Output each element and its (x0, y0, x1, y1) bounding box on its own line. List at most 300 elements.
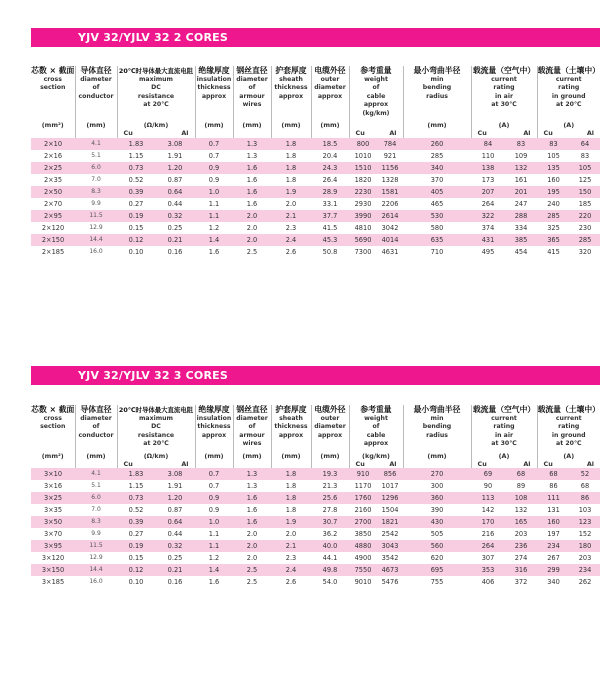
table-cell: 406 (481, 578, 495, 587)
col-armour-cn: 钢丝直径 (233, 66, 271, 76)
table-cell: 2160 (354, 506, 372, 515)
table-row (31, 162, 600, 174)
table-cell: 2.0 (233, 234, 271, 246)
table-cell: 86 (549, 482, 558, 491)
table-cell: 270 (403, 468, 471, 480)
table-cell: 1.6 (246, 506, 258, 515)
table-cell: 216 (481, 530, 495, 539)
table-cell: 1.83 (117, 138, 155, 150)
table-cell: 37.7 (311, 210, 349, 222)
table-cell: 105 (570, 162, 600, 174)
col-cross-section-cn: 芯数 × 截面 (31, 405, 75, 414)
table-cell: 2×120 (41, 223, 65, 232)
table-cell: 12.9 (89, 554, 103, 562)
col-diameter-en: diameter of conductor (75, 415, 117, 449)
col-air-cn: 载流量（空气中） (472, 405, 536, 414)
table-cell: 0.64 (155, 516, 195, 528)
table-cell: 2.0 (285, 530, 297, 539)
table-row (31, 492, 600, 504)
unit-air: (A) Cu Al (471, 118, 537, 138)
table-cell: 103 (578, 506, 592, 515)
table-cell: 110 (481, 151, 495, 160)
table-cell: 20.4 (322, 151, 338, 160)
table-cell: 0.7 (208, 482, 220, 491)
table-cell: 109 (514, 151, 528, 160)
table-row (31, 552, 600, 564)
col-ground-cn: 载流量（土壤中） (537, 405, 600, 414)
table-row (31, 576, 600, 588)
table-row (31, 246, 600, 258)
table-cell: 1.1 (195, 210, 233, 222)
table-cell: 2.0 (285, 199, 297, 208)
table-cell: 64 (570, 138, 600, 150)
table-cell: 9.9 (91, 199, 101, 207)
table-cell: 322 (471, 210, 505, 222)
table-cell: 21.3 (322, 482, 338, 491)
table-cell: 2614 (377, 210, 403, 222)
table-cell: 530 (403, 210, 471, 222)
table-cell: 19.3 (311, 468, 349, 480)
table-cell: 2.0 (246, 530, 258, 539)
spec-table (31, 405, 600, 588)
table-cell: 3542 (381, 554, 399, 563)
col-air-cn: 载流量（空气中） (472, 66, 536, 75)
col-resistance-cn: 20℃时导体最大直流电阻 (118, 67, 194, 75)
table-cell: 105 (547, 151, 560, 160)
col-outer-en: outer diameter approx (311, 76, 349, 118)
table-cell: 142 (481, 506, 495, 515)
table-cell: 285 (570, 234, 600, 246)
table-cell: 0.12 (117, 234, 155, 246)
table-cell: 8.3 (75, 516, 117, 528)
table-cell: 1.83 (117, 468, 155, 480)
table-cell: 430 (403, 516, 471, 528)
table-cell: 123 (570, 516, 600, 528)
table-cell: 0.27 (128, 530, 144, 539)
table-cell: 11.5 (75, 210, 117, 222)
table-cell: 152 (578, 530, 592, 539)
table-cell: 5.1 (91, 151, 101, 159)
table-row (31, 186, 600, 198)
unit-bending: (mm) (403, 118, 471, 138)
table-cell: 2.4 (271, 234, 311, 246)
table-cell: 173 (481, 175, 495, 184)
table-cell: 2.0 (233, 210, 271, 222)
table-cell: 755 (430, 578, 444, 587)
unit-diameter: (mm) (75, 118, 117, 138)
table-cell: 1.6 (233, 162, 271, 174)
table-cell: 2.3 (285, 223, 297, 232)
table-cell: 1.3 (246, 482, 258, 491)
section-title: YJV 32/YJLV 32 3 CORES (78, 369, 228, 382)
table-cell: 360 (403, 492, 471, 504)
table-cell: 247 (514, 199, 528, 208)
col-air-en: current rating in air at 30℃ (471, 415, 537, 449)
col-armour-en: diameter of armour wires (233, 415, 271, 449)
table-cell: 3.08 (155, 468, 195, 480)
table-cell: 710 (430, 247, 444, 256)
table-cell: 5476 (381, 578, 399, 587)
table-cell: 3×35 (43, 506, 63, 515)
table-cell: 45.3 (311, 234, 349, 246)
table-cell: 0.25 (167, 554, 183, 563)
table-cell: 1170 (354, 482, 372, 491)
table-cell: 2×70 (43, 199, 63, 208)
table-cell: 1.6 (246, 175, 258, 184)
col-insulation-cn: 绝缘厚度 (195, 66, 233, 76)
table-cell: 0.64 (155, 186, 195, 198)
col-weight-cn: 参考重量 (349, 66, 403, 76)
table-cell: 2.5 (233, 564, 271, 576)
table-cell: 4900 (354, 554, 372, 563)
table-cell: 7.0 (91, 506, 101, 514)
table-cell: 3×120 (41, 554, 65, 563)
table-cell: 1.8 (271, 138, 311, 150)
table-cell: 288 (505, 210, 537, 222)
table-cell: 267 (547, 554, 560, 563)
table-cell: 234 (537, 540, 570, 552)
table-cell: 3043 (377, 540, 403, 552)
table-cell: 165 (505, 516, 537, 528)
table-cell: 2.3 (285, 554, 297, 563)
unit-resistance: (Ω/km) Cu Al (117, 118, 195, 138)
table-cell: 1.8 (271, 492, 311, 504)
col-cross-section-en: cross section (40, 415, 66, 431)
unit-resistance: (Ω/km) Cu Al (117, 449, 195, 469)
table-cell: 0.15 (128, 554, 144, 563)
table-cell: 0.21 (155, 564, 195, 576)
table-row (31, 210, 600, 222)
unit-sheath: (mm) (271, 118, 311, 138)
table-cell: 86 (570, 492, 600, 504)
col-ground-en: current rating in ground at 20℃ (537, 76, 600, 118)
table-cell: 1.6 (208, 578, 220, 587)
table-cell: 316 (505, 564, 537, 576)
table-cell: 1.8 (285, 506, 297, 515)
table-cell: 1.8 (285, 175, 297, 184)
table-cell: 0.21 (155, 234, 195, 246)
table-cell: 505 (430, 530, 444, 539)
table-cell: 11.5 (75, 540, 117, 552)
table-cell: 262 (578, 578, 592, 587)
table-cell: 7300 (354, 247, 372, 256)
table-cell: 0.19 (117, 210, 155, 222)
table-cell: 3×70 (43, 530, 63, 539)
table-cell: 160 (547, 175, 560, 184)
table-cell: 3×25 (31, 492, 75, 504)
table-cell: 1.3 (233, 138, 271, 150)
table-cell: 390 (430, 506, 444, 515)
table-cell: 24.3 (311, 162, 349, 174)
table-cell: 2×10 (31, 138, 75, 150)
table-row (31, 504, 600, 516)
table-cell: 132 (514, 506, 528, 515)
table-cell: 274 (514, 554, 528, 563)
table-cell: 161 (514, 175, 528, 184)
table-cell: 2×35 (43, 175, 63, 184)
table-cell: 1017 (381, 482, 399, 491)
table-header (31, 405, 600, 468)
table-cell: 4810 (354, 223, 372, 232)
table-cell: 0.12 (117, 564, 155, 576)
table-cell: 2.0 (246, 554, 258, 563)
table-cell: 1.8 (285, 482, 297, 491)
table-cell: 6.0 (75, 162, 117, 174)
table-cell: 135 (537, 162, 570, 174)
table-cell: 8.3 (75, 186, 117, 198)
col-ground-cn: 载流量（土壤中） (537, 66, 600, 75)
table-cell: 1.15 (128, 151, 144, 160)
col-resistance-en: maximum DC resistance at 20℃ (117, 76, 195, 118)
col-armour-en: diameter of armour wires (233, 76, 271, 118)
table-row (31, 234, 600, 246)
table-cell: 18.5 (311, 138, 349, 150)
table-cell: 1.6 (233, 516, 271, 528)
unit-cross-section: (mm²) (41, 121, 64, 130)
table-cell: 1510 (349, 162, 377, 174)
col-outer-cn: 电缆外径 (311, 66, 349, 76)
table-cell: 3×150 (31, 564, 75, 576)
table-cell: 2930 (354, 199, 372, 208)
table-cell: 3×95 (31, 540, 75, 552)
col-sheath-cn: 护套厚度 (271, 405, 311, 415)
col-air-en: current rating in air at 30℃ (471, 76, 537, 118)
table-row (31, 174, 600, 186)
table-cell: 0.39 (117, 516, 155, 528)
col-bending-en: min bending radius (403, 76, 471, 118)
table-cell: 2×25 (31, 162, 75, 174)
table-cell: 374 (481, 223, 495, 232)
table-cell: 2.1 (271, 210, 311, 222)
table-cell: 465 (430, 199, 444, 208)
table-cell: 52 (570, 468, 600, 480)
table-row (31, 468, 600, 480)
table-cell: 83 (505, 138, 537, 150)
spec-table (31, 66, 600, 258)
table-cell: 0.44 (167, 199, 183, 208)
table-cell: 3×185 (41, 578, 65, 587)
table-cell: 131 (547, 506, 560, 515)
table-cell: 2206 (381, 199, 399, 208)
table-cell: 9010 (354, 578, 372, 587)
col-weight-en: weight of cable approx (kg/km) (349, 76, 403, 118)
table-cell: 26.4 (322, 175, 338, 184)
table-cell: 1.6 (208, 247, 220, 256)
table-cell: 1.4 (195, 234, 233, 246)
col-weight-en: weight of cable approx (349, 415, 403, 449)
section-banner (31, 366, 600, 385)
col-diameter-cn: 导体直径 (75, 66, 117, 76)
table-cell: 2×185 (41, 247, 65, 256)
table-cell: 334 (514, 223, 528, 232)
table-cell: 285 (537, 210, 570, 222)
table-cell: 1010 (354, 151, 372, 160)
table-cell: 1.8 (285, 151, 297, 160)
table-cell: 3.08 (155, 138, 195, 150)
table-cell: 365 (537, 234, 570, 246)
table-cell: 3×50 (31, 516, 75, 528)
table-cell: 201 (505, 186, 537, 198)
table-cell: 431 (471, 234, 505, 246)
table-cell: 89 (516, 482, 526, 491)
table-cell: 54.0 (322, 578, 338, 587)
table-body (31, 468, 600, 588)
table-cell: 2.0 (246, 223, 258, 232)
table-cell: 132 (505, 162, 537, 174)
unit-outer: (mm) (311, 449, 349, 469)
table-cell: 415 (547, 247, 560, 256)
table-cell: 207 (471, 186, 505, 198)
col-sheath-en: sheath thickness approx (271, 76, 311, 118)
table-cell: 40.0 (311, 540, 349, 552)
col-bending-cn: 最小弯曲半径 (403, 405, 471, 415)
table-cell: 0.25 (167, 223, 183, 232)
table-cell: 3×10 (31, 468, 75, 480)
table-cell: 2.6 (285, 578, 297, 587)
table-cell: 25.6 (311, 492, 349, 504)
table-cell: 3990 (349, 210, 377, 222)
table-cell: 2.6 (285, 247, 297, 256)
col-insulation-en: insulation thickness approx (195, 415, 233, 449)
table-cell: 635 (403, 234, 471, 246)
table-cell: 0.9 (208, 175, 220, 184)
unit-weight: Cu Al (349, 118, 403, 138)
unit-armour: (mm) (233, 118, 271, 138)
table-cell: 68 (537, 468, 570, 480)
table-cell: 236 (505, 540, 537, 552)
table-cell: 1.9 (271, 186, 311, 198)
table-cell: 4631 (381, 247, 399, 256)
table-cell: 2700 (349, 516, 377, 528)
table-cell: 3042 (381, 223, 399, 232)
table-cell: 1820 (354, 175, 372, 184)
table-cell: 83 (580, 151, 590, 160)
table-cell: 1328 (381, 175, 399, 184)
col-ground-en: current rating in ground at 20℃ (537, 415, 600, 449)
table-cell: 260 (403, 138, 471, 150)
unit-bending: (mm) (403, 449, 471, 469)
table-cell: 0.7 (195, 138, 233, 150)
col-outer-en: outer diameter approx (311, 415, 349, 449)
col-resistance-cn: 20℃时导体最大直流电阻 (118, 406, 194, 414)
table-cell: 695 (403, 564, 471, 576)
table-cell: 160 (537, 516, 570, 528)
table-cell: 68 (505, 468, 537, 480)
table-cell: 170 (471, 516, 505, 528)
table-cell: 299 (537, 564, 570, 576)
table-cell: 405 (403, 186, 471, 198)
col-cross-section-cn: 芯数 × 截面 (31, 66, 75, 75)
table-cell: 16.0 (89, 247, 103, 255)
table-cell: 4673 (377, 564, 403, 576)
table-cell: 41.5 (322, 223, 338, 232)
table-cell: 0.87 (167, 506, 183, 515)
col-diameter-cn: 导体直径 (75, 405, 117, 415)
col-sheath-cn: 护套厚度 (271, 66, 311, 76)
table-cell: 0.73 (117, 492, 155, 504)
table-cell: 14.4 (75, 564, 117, 576)
table-cell: 9.9 (91, 530, 101, 538)
table-cell: 203 (514, 530, 528, 539)
table-cell: 910 (349, 468, 377, 480)
table-cell: 197 (547, 530, 560, 539)
table-body (31, 138, 600, 258)
table-cell: 1.3 (233, 468, 271, 480)
table-cell: 138 (471, 162, 505, 174)
unit-sheath: (mm) (271, 449, 311, 469)
table-cell: 2.4 (271, 564, 311, 576)
col-resistance-en: maximum DC resistance at 20℃ (117, 415, 195, 449)
table-row (31, 480, 600, 492)
table-cell: 372 (514, 578, 528, 587)
unit-insulation: (mm) (195, 118, 233, 138)
table-cell: 1.9 (271, 516, 311, 528)
table-cell: 125 (578, 175, 592, 184)
table-cell: 320 (578, 247, 592, 256)
table-cell: 1296 (377, 492, 403, 504)
table-cell: 1.2 (208, 223, 220, 232)
table-cell: 1821 (377, 516, 403, 528)
table-cell: 1.2 (208, 554, 220, 563)
col-cross-section-en: cross section (40, 76, 66, 92)
table-cell: 620 (430, 554, 444, 563)
table-cell: 4.1 (75, 138, 117, 150)
table-cell: 1.20 (155, 162, 195, 174)
unit-ground: (A) Cu Al (537, 118, 600, 138)
table-cell: 0.27 (128, 199, 144, 208)
table-cell: 2×16 (43, 151, 63, 160)
table-cell: 3850 (354, 530, 372, 539)
table-cell: 0.87 (167, 175, 183, 184)
table-cell: 0.73 (117, 162, 155, 174)
table-cell: 856 (377, 468, 403, 480)
section-banner (31, 28, 600, 47)
table-cell: 2542 (381, 530, 399, 539)
table-cell: 28.9 (311, 186, 349, 198)
section-title: YJV 32/YJLV 32 2 CORES (78, 31, 228, 44)
table-cell: 1.6 (233, 492, 271, 504)
table-cell: 0.9 (208, 506, 220, 515)
table-cell: 68 (580, 482, 590, 491)
table-cell: 0.7 (195, 468, 233, 480)
table-row (31, 516, 600, 528)
table-cell: 2.5 (246, 578, 258, 587)
table-row (31, 222, 600, 234)
table-cell: 1581 (377, 186, 403, 198)
table-cell: 1.4 (195, 564, 233, 576)
table-cell: 800 (349, 138, 377, 150)
table-cell: 180 (570, 540, 600, 552)
table-cell: 5690 (349, 234, 377, 246)
table-row (31, 150, 600, 162)
table-cell: 84 (471, 138, 505, 150)
unit-insulation: (mm) (195, 449, 233, 469)
table-cell: 234 (570, 564, 600, 576)
unit-cross-section: (mm²) (41, 451, 64, 460)
table-cell: 300 (430, 482, 444, 491)
table-cell: 7.0 (91, 175, 101, 183)
table-cell: 0.16 (167, 578, 183, 587)
table-cell: 7550 (349, 564, 377, 576)
table-cell: 113 (471, 492, 505, 504)
table-cell: 921 (383, 151, 397, 160)
table-cell: 4.1 (75, 468, 117, 480)
table-cell: 2.1 (271, 540, 311, 552)
col-bending-cn: 最小弯曲半径 (403, 66, 471, 76)
table-cell: 220 (570, 210, 600, 222)
col-bending-en: min bending radius (403, 415, 471, 449)
table-cell: 240 (547, 199, 560, 208)
